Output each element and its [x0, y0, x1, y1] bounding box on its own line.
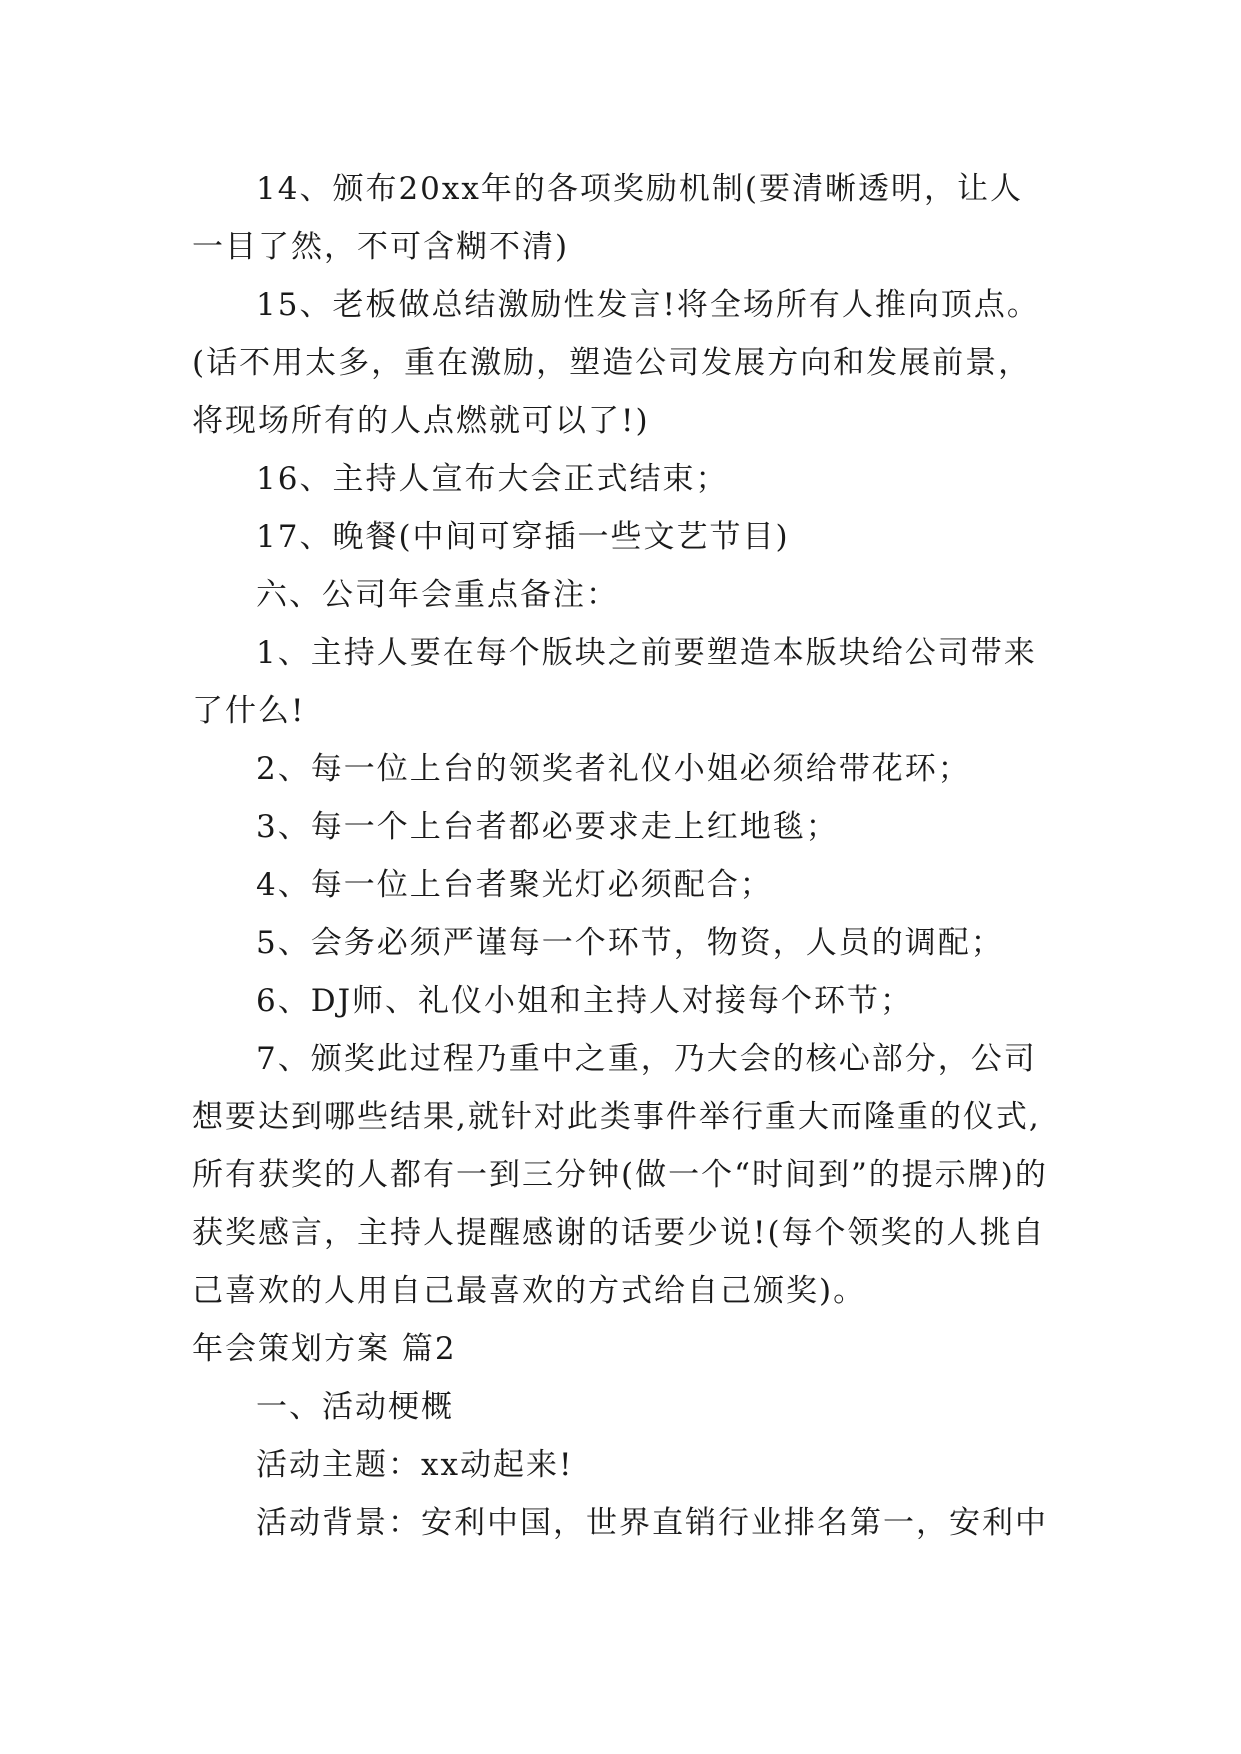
paragraph: 5、会务必须严谨每一个环节，物资，人员的调配；: [256, 925, 1004, 961]
paragraph: 7、颁奖此过程乃重中之重，乃大会的核心部分，公司想要达到哪些结果,就针对此类事件举行重大而隆重的仪式,所有获奖的人都有一到三分钟(做一个“时间到”的提示牌)的获奖感言，主持人提醒感谢的话要少说!(每个领奖的人挑自己喜欢的人用自己最喜欢的方式给自己颁奖)。: [192, 1041, 1048, 1309]
paragraph: 4、每一位上台者聚光灯必须配合；: [256, 867, 773, 903]
paragraph: 17、晚餐(中间可穿插一些文艺节目): [256, 519, 790, 555]
paragraph: 15、老板做总结激励性发言!将全场所有人推向顶点。(话不用太多，重在激励，塑造公司发展方向和发展前景，将现场所有的人点燃就可以了!): [192, 287, 1040, 439]
paragraph: 2、每一位上台的领奖者礼仪小姐必须给带花环；: [256, 751, 971, 787]
paragraph: 活动主题：xx动起来!: [256, 1447, 574, 1483]
paragraph: 活动背景：安利中国，世界直销行业排名第一，安利中: [256, 1505, 1048, 1541]
paragraph: 14、颁布20xx年的各项奖励机制(要清晰透明，让人一目了然，不可含糊不清): [192, 171, 1023, 265]
section-heading: 六、公司年会重点备注：: [256, 577, 619, 613]
subsection-heading: 一、活动梗概: [256, 1389, 454, 1425]
paragraph: 6、DJ师、礼仪小姐和主持人对接每个环节；: [256, 983, 914, 1019]
paragraph: 16、主持人宣布大会正式结束；: [256, 461, 729, 497]
paragraph: 1、主持人要在每个版块之前要塑造本版块给公司带来了什么!: [192, 635, 1037, 729]
document-body: [192, 160, 1052, 1552]
paragraph: 3、每一个上台者都必要求走上红地毯；: [256, 809, 839, 845]
section-title: 年会策划方案 篇2: [192, 1331, 457, 1367]
